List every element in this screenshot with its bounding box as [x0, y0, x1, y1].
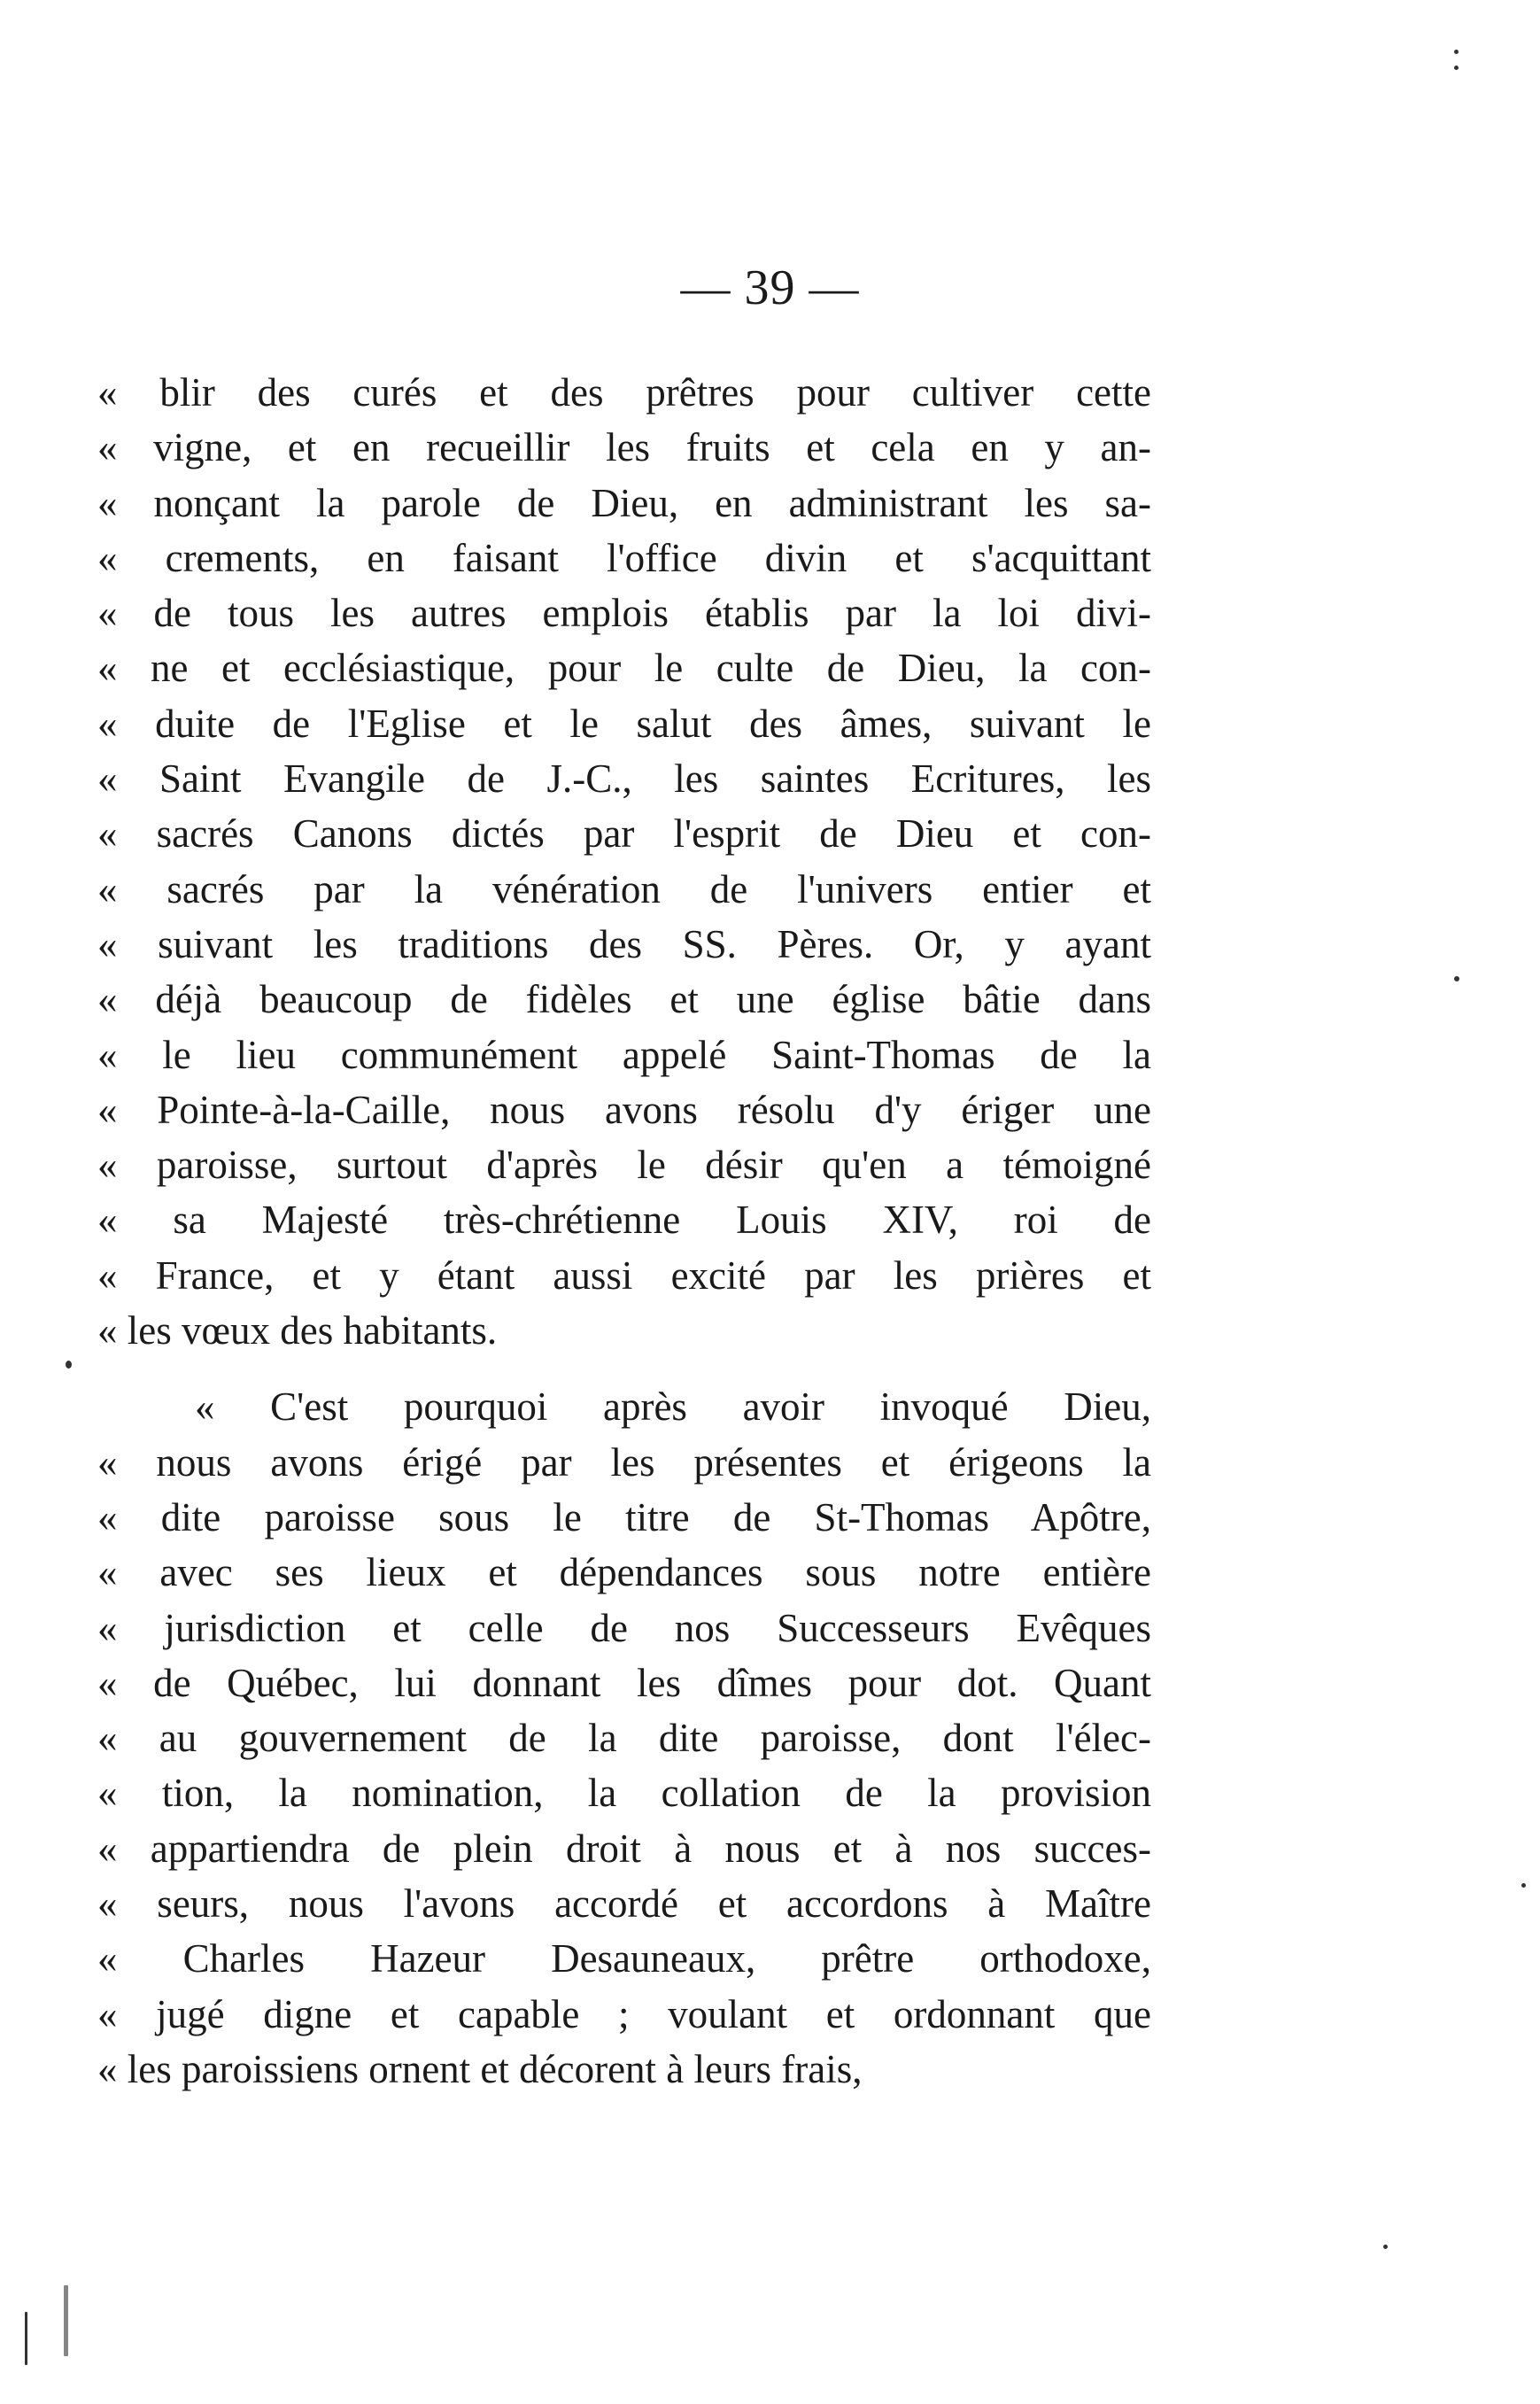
text-line: « jugé digne et capable ; voulant et ordonnant que — [97, 1991, 1151, 2036]
text-line: « le lieu communément appelé Saint-Thomas de la — [97, 1032, 1151, 1077]
text-line: « crements, en faisant l'office divin et s'acquittant — [97, 535, 1151, 580]
scan-speck — [1454, 50, 1459, 54]
text-line: « les paroissiens ornent et décorent à leurs frais, — [97, 2046, 863, 2091]
text-line: « paroisse, surtout d'après le désir qu'en a témoigné — [97, 1143, 1151, 1188]
scan-speck — [1454, 66, 1459, 70]
text-line: « jurisdiction et celle de nos Successeurs Evêques — [97, 1605, 1151, 1650]
text-line: « de tous les autres emplois établis par la loi divi- — [97, 591, 1151, 636]
text-line: « sacrés Canons dictés par l'esprit de Dieu et con- — [97, 811, 1151, 857]
scan-speck — [1454, 976, 1459, 981]
paragraph-1 — [97, 365, 1151, 1358]
scan-speck — [25, 2312, 27, 2365]
text-line: « nonçant la parole de Dieu, en administrant les sa- — [97, 480, 1151, 525]
text-line: « au gouvernement de la dite paroisse, dont l'élec- — [97, 1716, 1151, 1761]
text-line: « dite paroisse sous le titre de St-Thomas Apôtre, — [97, 1494, 1151, 1539]
text-line: « tion, la nomination, la collation de la provision — [97, 1771, 1151, 1816]
paragraph-gap — [97, 1358, 1151, 1379]
text-line: « de Québec, lui donnant les dîmes pour dot. Quant — [97, 1660, 1151, 1705]
text-line: « suivant les traditions des SS. Pères. Or, y ayant — [97, 921, 1151, 966]
text-line: « blir des curés et des prêtres pour cultiver cette — [97, 370, 1151, 415]
text-line: « sa Majesté très-chrétienne Louis XIV, roi de — [97, 1198, 1151, 1243]
scan-speck — [1383, 2245, 1388, 2249]
text-line: « appartiendra de plein droit à nous et à nos succes- — [97, 1826, 1151, 1871]
text-line: « sacrés par la vénération de l'univers entier et — [97, 866, 1151, 911]
text-line: « déjà beaucoup de fidèles et une église bâtie dans — [97, 977, 1151, 1022]
text-line: « Charles Hazeur Desauneaux, prêtre orthodoxe, — [97, 1936, 1151, 1981]
text-line: « seurs, nous l'avons accordé et accordons à Maître — [97, 1881, 1151, 1927]
text-line: « C'est pourquoi après avoir invoqué Dieu, — [195, 1384, 1151, 1430]
text-line: « nous avons érigé par les présentes et érigeons la — [97, 1439, 1151, 1485]
scan-speck — [66, 1361, 72, 1369]
text-line: « Pointe-à-la-Caille, nous avons résolu d'y ériger une — [97, 1087, 1151, 1132]
text-line: « vigne, et en recueillir les fruits et cela en y an- — [97, 425, 1151, 470]
text-line: « avec ses lieux et dépendances sous notre entière — [97, 1550, 1151, 1595]
page-number: — 39 — — [680, 260, 860, 315]
text-line: « France, et y étant aussi excité par les prières et — [97, 1252, 1151, 1298]
text-line: « duite de l'Eglise et le salut des âmes, suivant le — [97, 701, 1151, 746]
text-line: « ne et ecclésiastique, pour le culte de Dieu, la con- — [97, 646, 1151, 691]
paragraph-2 — [97, 1379, 1151, 2097]
text-line: « Saint Evangile de J.-C., les saintes Ecritures, les — [97, 756, 1151, 802]
scan-speck — [64, 2285, 68, 2356]
scan-speck — [1521, 1883, 1526, 1888]
text-body — [97, 365, 1151, 2097]
text-line: « les vœux des habitants. — [97, 1308, 498, 1353]
